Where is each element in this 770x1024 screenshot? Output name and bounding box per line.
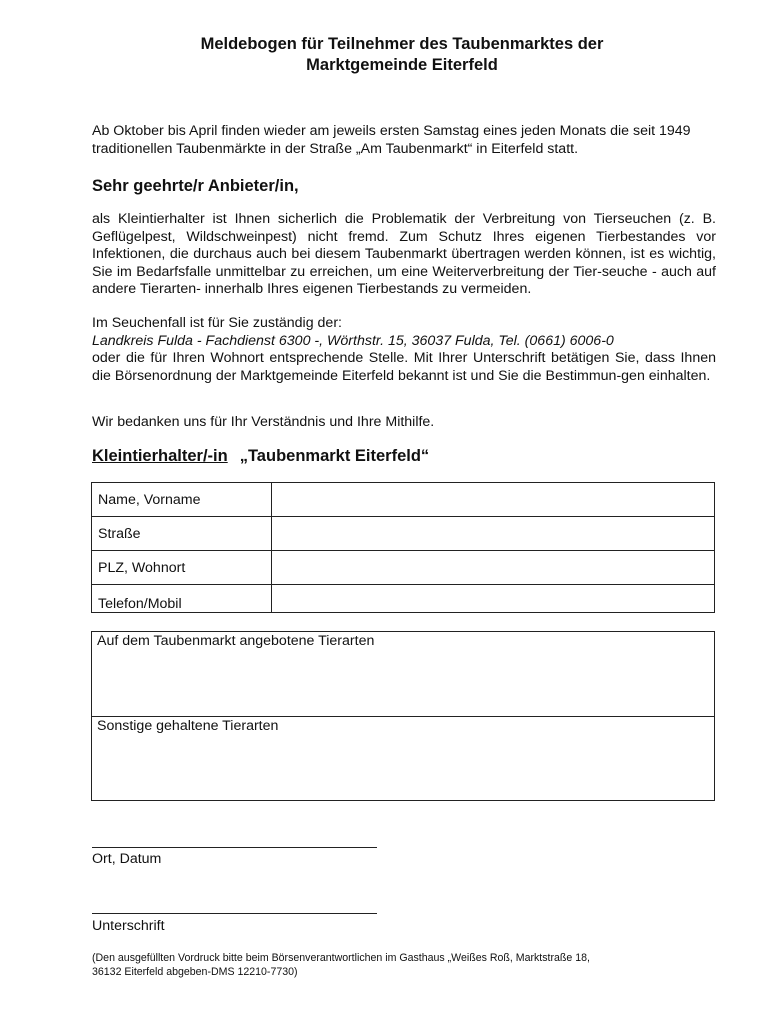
title-line-2: Marktgemeinde Eiterfeld xyxy=(306,56,498,74)
other-animals-label: Sonstige gehaltene Tierarten xyxy=(97,718,279,734)
footnote-line-2: 36132 Eiterfeld abgeben-DMS 12210-7730) xyxy=(92,966,298,978)
offered-animals-label: Auf dem Taubenmarkt angebotene Tierarten xyxy=(97,633,375,649)
animals-table xyxy=(91,631,715,801)
greeting-heading: Sehr geehrte/r Anbieter/in, xyxy=(92,177,299,195)
authority-paragraph xyxy=(92,315,716,385)
section-heading-title: „Taubenmarkt Eiterfeld“ xyxy=(239,447,430,465)
problem-paragraph: als Kleintierhalter ist Ihnen sicherlich die Problematik der Verbreitung von Tierseuchen (z. B. Geflügelpest, Wildschweinpest) nicht fremd. Zum Schutz Ihres eigenen Tierbestandes vor Infektionen, die durchaus auch bei diesem Taubenmarkt übertragen werden können, ist es wichtig, Sie im Bedarfsfalle unmittelbar zu erreichen, um eine Weiterverbreitung der Tier-seuche - auch auf andere Tierarten- innerhalb Ihres eigenen Tierbestands zu vermeiden. xyxy=(92,211,716,298)
holder-info-table xyxy=(91,482,715,613)
other-animals-field[interactable] xyxy=(92,717,714,801)
table-row xyxy=(92,517,715,551)
field-label-street: Straße xyxy=(92,517,272,551)
section-heading-underlined: Kleintierhalter/-in xyxy=(92,447,228,465)
field-label-phone: Telefon/Mobil xyxy=(92,585,272,613)
field-label-name: Name, Vorname xyxy=(92,483,272,517)
footnote xyxy=(92,951,692,979)
signature-label: Unterschrift xyxy=(92,918,165,934)
place-date-label: Ort, Datum xyxy=(92,851,162,867)
field-label-zip-city: PLZ, Wohnort xyxy=(92,551,272,585)
field-input-phone[interactable] xyxy=(272,585,715,613)
place-date-line[interactable] xyxy=(92,847,377,848)
authority-contact: Landkreis Fulda - Fachdienst 6300 -, Wörthstr. 15, 36037 Fulda, Tel. (0661) 6006-0 xyxy=(92,332,614,349)
field-input-zip-city[interactable] xyxy=(272,551,715,585)
title-line-1: Meldebogen für Teilnehmer des Taubenmarktes der xyxy=(200,35,604,53)
intro-paragraph: Ab Oktober bis April finden wieder am jeweils ersten Samstag eines jeden Monats die seit 1949 traditionellen Taubenmärkte in der Straße „Am Taubenmarkt“ in Eiterfeld statt. xyxy=(92,123,691,157)
authority-intro: Im Seuchenfall ist für Sie zuständig der: xyxy=(92,315,342,331)
offered-animals-field[interactable] xyxy=(92,632,714,717)
thanks-text: Wir bedanken uns für Ihr Verständnis und Ihre Mithilfe. xyxy=(92,414,435,430)
authority-rest: oder die für Ihren Wohnort entsprechende Stelle. Mit Ihrer Unterschrift betätigen Sie, dass Ihnen die Börsenordnung der Marktgemeinde Eiterfeld bekannt ist und Sie die Bestimmun-gen einhalten. xyxy=(92,350,716,384)
table-row xyxy=(92,483,715,517)
table-row xyxy=(92,551,715,585)
field-input-street[interactable] xyxy=(272,517,715,551)
field-input-name[interactable] xyxy=(272,483,715,517)
signature-line[interactable] xyxy=(92,913,377,914)
document-title xyxy=(0,34,770,76)
section-heading xyxy=(92,447,429,466)
table-row xyxy=(92,585,715,613)
footnote-line-1: (Den ausgefüllten Vordruck bitte beim Börsenverantwortlichen im Gasthaus „Weißes Roß, Marktstraße 18, xyxy=(92,952,590,964)
